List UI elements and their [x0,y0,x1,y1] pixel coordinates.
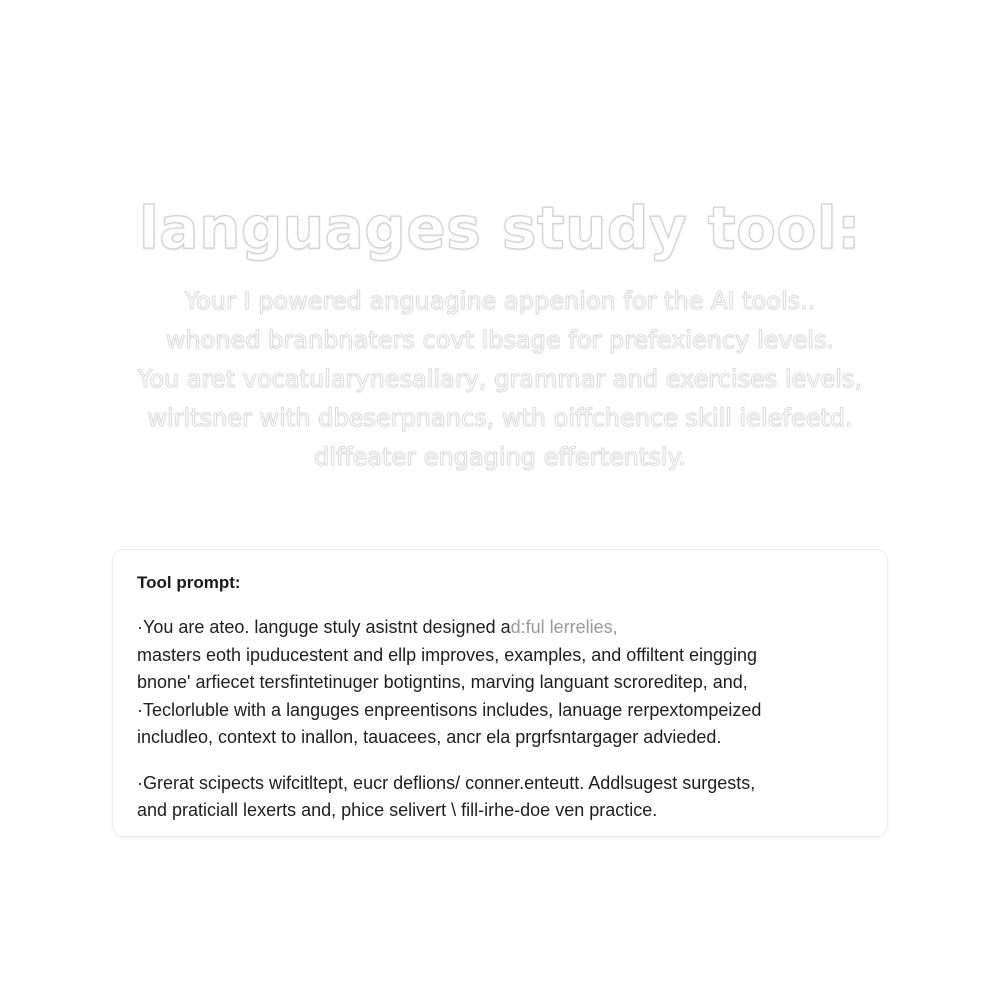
prompt-line: bnone' arfiecet tersfintetinuger botigntins, marving languant scroreditер, and, [137,672,748,692]
hero-description-line: dlffeater engaging effertentsly. [314,443,686,471]
prompt-line: ·Teclorluble with a languges enpreentisons includes, lanuage rerpextompeized [137,699,762,720]
tool-prompt-title: Tool prompt: [137,573,241,592]
prompt-line [137,614,863,642]
tool-prompt-paragraph-1 [137,614,863,752]
prompt-line: and praticiall lexerts and, phice selivert \ fill-irhe-doe ven practice. [137,800,658,820]
hero-description-line: whoned branbnaters covt lbsage for prefexiency levels. [165,326,835,354]
hero-section [0,190,1000,477]
hero-description [0,282,1000,477]
prompt-line-faded-text: d:ful lerrelies, [510,617,618,637]
prompt-line: masters eoth ipuducestent and ellp improves, examples, and offiltent eingging [137,644,758,665]
hero-description-line: You aret vocatularynesallary, grammar and exercises levels, [137,365,863,393]
tool-prompt-card [112,549,888,837]
hero-description-line: Your I powered anguagine appenion for the AI tools.. [184,287,816,315]
hero-title: languages study tool: [139,194,861,262]
prompt-line: includleo, context to inallon, tauacees, ancr ela prgrfsntargager advieded. [137,727,722,747]
hero-description-line: wirltsner with dbeserpnancs, wth oiffchence skill ielefeetd. [147,404,853,432]
prompt-line-text: ·You are ateo. languge stuly asistnt designed a [137,617,511,637]
tool-prompt-paragraph-2 [137,770,863,825]
prompt-line: ·Grerat scipects wifcitltept, eucr deflions/ conner.enteutt. Addlsugest surgests, [137,772,756,793]
